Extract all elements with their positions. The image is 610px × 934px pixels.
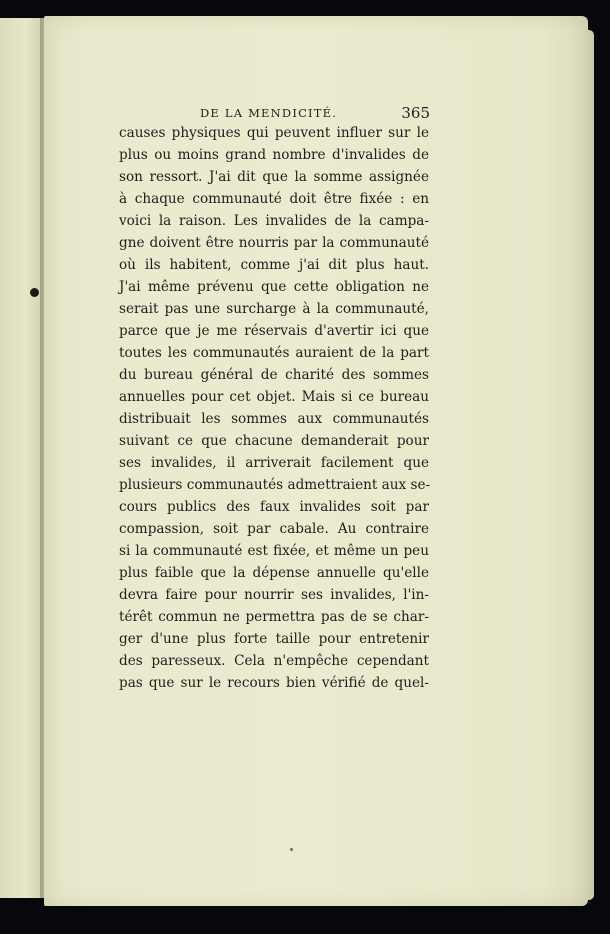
text-line: son ressort. J'ai dit que la somme assignée [119,169,429,185]
text-line: plus faible que la dépense annuelle qu'elle [119,565,429,581]
text-line: plus ou moins grand nombre d'invalides de [119,147,429,163]
text-line: térêt commun ne permettra pas de se char- [119,609,429,625]
text-line: plusieurs communautés admettraient aux se- [119,477,431,493]
running-head: DE LA MENDICITÉ. [200,106,338,120]
text-line: compassion, soit par cabale. Au contraire [119,521,429,537]
page-header [200,104,430,124]
text-line: du bureau général de charité des sommes [119,367,429,383]
text-line: serait pas une surcharge à la communauté, [119,301,429,317]
text-line: toutes les communautés auraient de la part [119,345,429,361]
text-line: parce que je me réservais d'avertir ici que [119,323,429,339]
text-line: cours publics des faux invalides soit par [119,499,429,515]
text-line: suivant ce que chacune demanderait pour [119,433,429,449]
body-text [119,122,429,694]
text-line: où ils habitent, comme j'ai dit plus haut. [119,257,429,273]
text-line: pas que sur le recours bien vérifié de quel- [119,675,429,691]
text-line: J'ai même prévenu que cette obligation ne [119,279,429,295]
text-line: voici la raison. Les invalides de la campa- [119,213,429,229]
left-page-edge [0,18,45,898]
text-line: des paresseux. Cela n'empêche cependant [119,653,429,669]
text-line: devra faire pour nourrir ses invalides, l'in- [119,587,429,603]
text-line: annuelles pour cet objet. Mais si ce bureau [119,389,429,405]
text-line: si la communauté est fixée, et même un peu [119,543,429,559]
paper-speck [290,848,293,851]
text-line: ses invalides, il arriverait facilement que [119,455,429,471]
text-line: à chaque communauté doit être fixée : en [119,191,429,207]
text-line: causes physiques qui peuvent influer sur le [119,125,429,141]
text-line: gne doivent être nourris par la communauté [119,235,429,251]
text-line: distribuait les sommes aux communautés [119,411,429,427]
ink-blot [30,288,39,297]
page-number: 365 [401,104,430,122]
text-line: ger d'une plus forte taille pour entretenir [119,631,429,647]
